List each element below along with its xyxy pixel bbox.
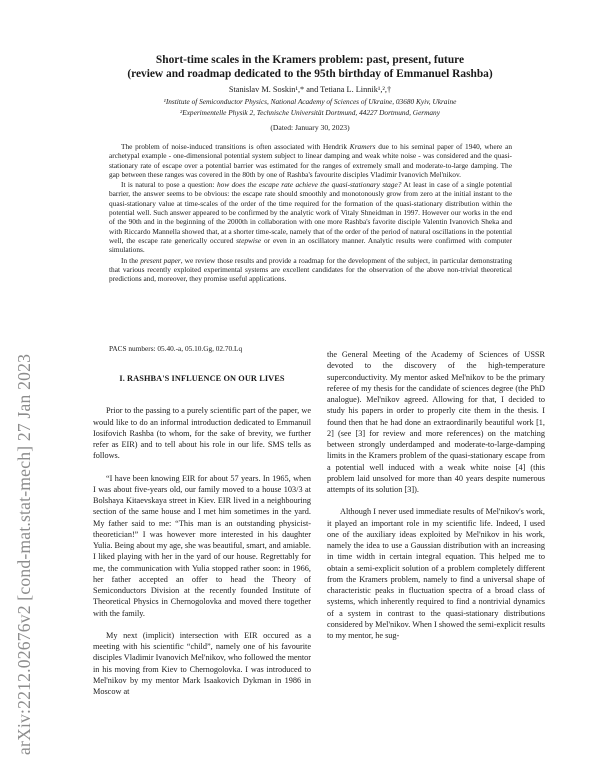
title-line-1: Short-time scales in the Kramers problem: past, present, future bbox=[155, 54, 465, 66]
abstract bbox=[109, 142, 512, 283]
affiliation-1: ¹Institute of Semiconductor Physics, National Academy of Sciences of Ukraine, 03680 Kyiv, Ukraine bbox=[163, 97, 457, 106]
arxiv-identifier: arXiv:2212.02676v2 [cond-mat.stat-mech] 27 Jan 2023 bbox=[14, 353, 34, 755]
affiliations bbox=[60, 97, 560, 118]
abstract-paragraph-3: In the present paper, we review those results and provide a roadmap for the development of the subject, in particular demonstrating that various recently exploited experimental systems are excellent candidates for the observation of the above non-trivial theoretical predictions and, moreover, they promise useful applications. bbox=[109, 255, 512, 284]
section-heading: I. RASHBA'S INFLUENCE ON OUR LIVES bbox=[119, 374, 285, 383]
authors: Stanislav M. Soskin¹,* and Tetiana L. Linnik¹,²,† bbox=[228, 85, 392, 94]
body-paragraph: Although I never used immediate results of Mel'nikov's work, it played an important role in my scientific life. Indeed, I used one of the auxiliary ideas exploited by Mel'nikov in his work, namely the idea to use a Gaussian distribution with an increasing in time width in certain integral equation. This helped me to obtain a semi-explicit solution of a problem completely different from the Kramers problem, namely to find a universal shape of characteristic peaks in fluctuation spectra of a broad class of systems, which inherently required to find a nontrivial dynamics of a system in contrast to the quasi-stationary distributions considered by Mel'nikov. When I showed the semi-explicit results to my mentor, he sug- bbox=[327, 507, 545, 640]
affiliation-2: ²Experimentelle Physik 2, Technische Universität Dortmund, 44227 Dortmund, Germany bbox=[180, 107, 440, 117]
title-line-2: (review and roadmap dedicated to the 95th birthday of Emmanuel Rashba) bbox=[127, 68, 493, 80]
right-column bbox=[327, 349, 545, 652]
body-paragraph: “I have been knowing EIR for about 57 years. In 1965, when I was about five-years old, our family moved to a house 103/3 at Bolshaya Kitaevskaya street in Kiev. EIR lived in a neighbouring section of the same house and I met him sometimes in the yard. My father said to me: “This man is an outstanding physicist-theoretician!” I was however more interested in his daughter Yulia. Being about my age, she was beautiful, smart, and amiable. I liked playing with her in the yard of our house. Regrettably for me, the communication with Yulia stopped rather soon: in 1966, her father accepted an offer to head the Theory of Semiconductors Division at the recently founded Institute of Theoretical Physics in Chernogolovka and moved there together with the family. bbox=[93, 473, 311, 618]
body-paragraph: the General Meeting of the Academy of Sciences of USSR devoted to the discovery of the high-temperature superconductivity. My mentor asked Mel'nikov to be the primary referee of my thesis for the candidate of sciences degree (the PhD analogue). Mel'nikov agreed. Allowing for that, I decided to study his papers in order to properly cite them in the thesis. I found then that he had done an extraordinarily beautiful work [1, 2] (see [3] for review and more references) on the matching between strongly underdamped and moderate-to-large-damping limits in the Kramers problem of the quasi-stationary escape from a potential well induced with a weak white noise [4] (this problem laid unsolved for more than 40 years despite numerous attempts of its solution [3]). bbox=[327, 350, 545, 494]
paper-title bbox=[60, 53, 560, 81]
body-paragraph: My next (implicit) intersection with EIR occured as a meeting with his scientific “child”, namely one of his favourite disciples Vladimir Ivanovich Mel'nikov, who followed the mentor in his moving from Kiev to Chernogolovka. I was introduced to Mel'nikov by my mentor Mark Isaakovich Dykman in 1986 in Moscow at bbox=[93, 630, 312, 696]
abstract-paragraph-2: It is natural to pose a question: how does the escape rate achieve the quasi-stationary stage? At least in case of a single potential barrier, the answer seems to be obvious: the escape rate should smoothly and monotonously grow from zero at the initial instant to the quasi-stationary value at time-scales of the order of the time required for the formation of the quasi-stationary distribution within the potential well. Such answer appeared to be confirmed by the analytic work of Vitaly Shneidman in 1997. However our works in the end of the 90th and in the beginning of the 2000th in collaboration with one more Rashba's favorite disciple Valentin Ivanovich Sheka and with Riccardo Mannella showed that, at a shorter time-scale, namely that of the order of the period of natural oscillations in the potential well, the escape rate generically occured stepwise or even in an oscillatory manner. Analytic results were confirmed with computer simulations. bbox=[109, 180, 513, 255]
body-paragraph: Prior to the passing to a purely scientific part of the paper, we would like to do an informal introduction dedicated to Emmanuil Iosifovich Rashba (to whom, for the sake of brevity, we further refer as EIR) and to tell about his role in our life. SMS tells as follows. bbox=[93, 406, 311, 461]
left-column bbox=[93, 373, 311, 708]
date-line: (Dated: January 30, 2023) bbox=[270, 123, 350, 132]
pacs-numbers: PACS numbers: 05.40.-a, 05.10.Gg, 02.70.Lq bbox=[109, 344, 243, 353]
abstract-paragraph-1: The problem of noise-induced transitions is often associated with Hendrik Kramers due to his seminal paper of 1940, where an archetypal example - one-dimensional potential system subject to linear damping and weak white noise - was considered and the quasi-stationary rate of escape over a potential barrier was estimated for the ranges of extremely small and moderate-to-large damping. The gap between these ranges was covered in the 80th by one of Rashba's favourite disciples Vladimir Ivanovich Mel'nikov. bbox=[109, 142, 512, 179]
